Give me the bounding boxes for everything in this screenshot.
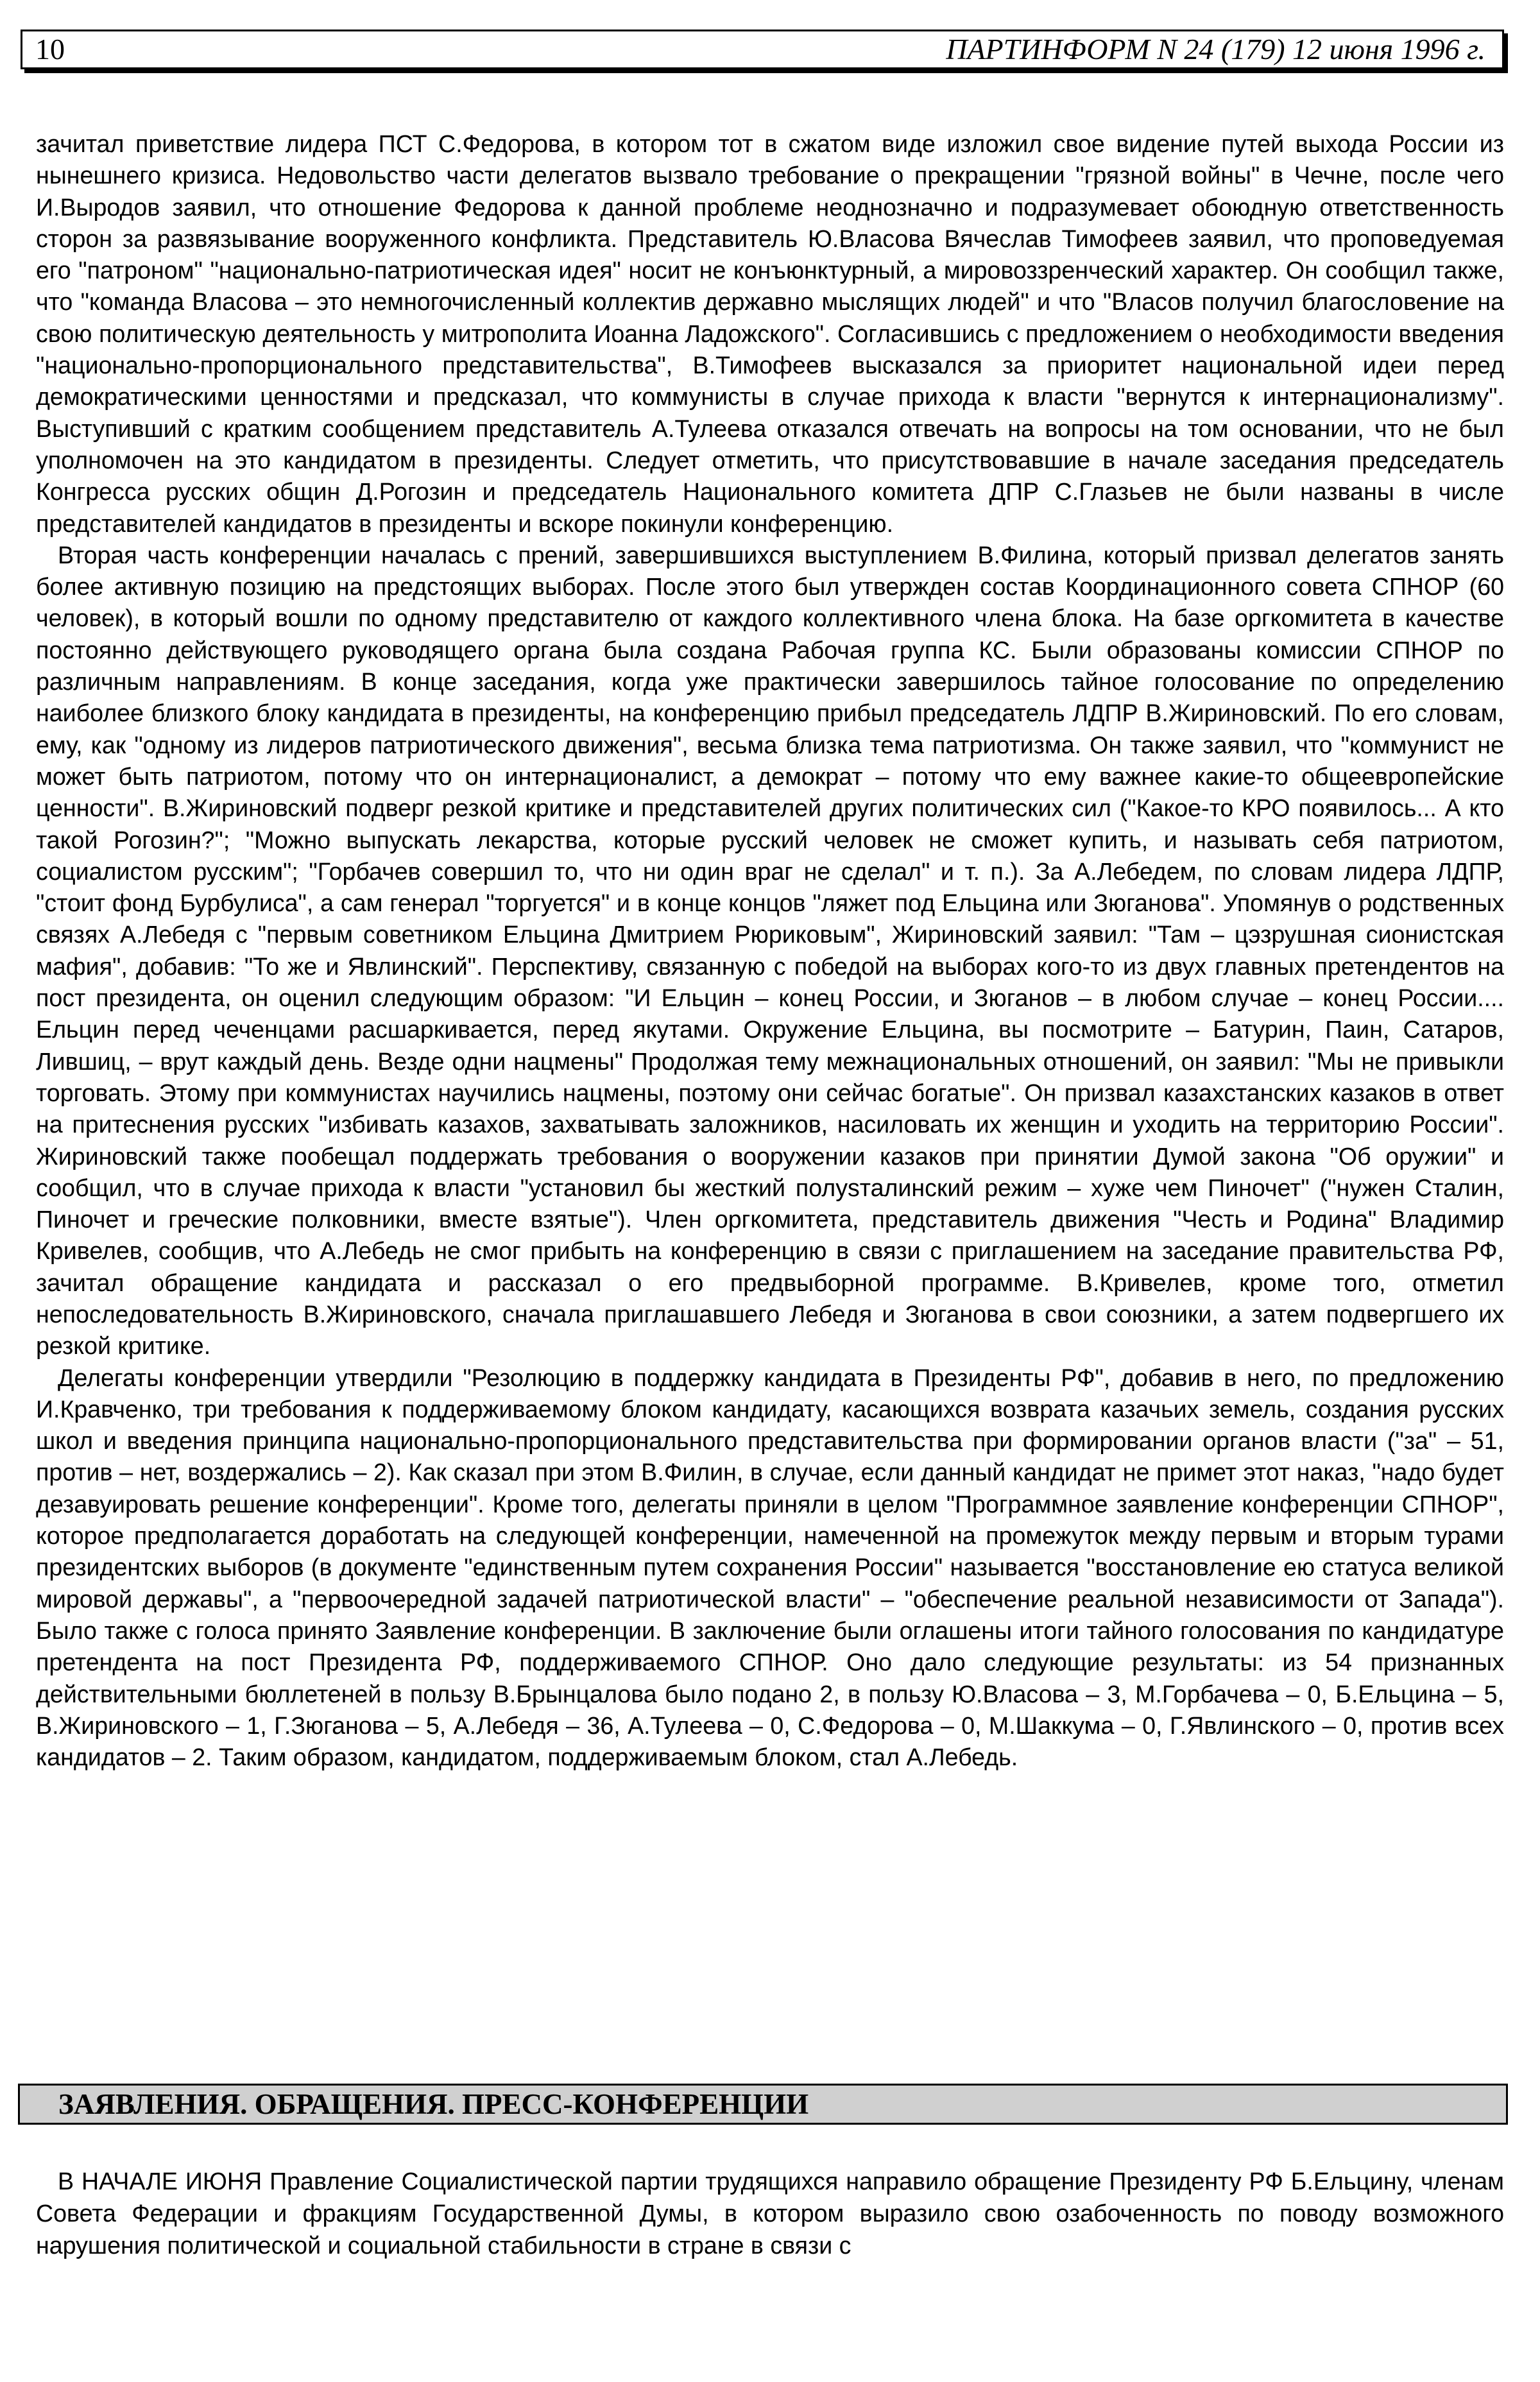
paragraph-3: Делегаты конференции утвердили "Резолюцию в поддержку кандидата в Президенты РФ", добавив в него, по предложению И.Кравченко, три требования к поддерживаемому блоком кандидату, касающихся возврата казачьих земель, создания русских школ и введения принципа национально-пропорционального представительства при формировании органов власти ("за" – 51, против – нет, воздержались – 2). Как сказал при этом В.Филин, в случае, если данный кандидат не примет этот наказ, "надо будет дезавуировать решение конференции". Кроме того, делегаты приняли в целом "Программное заявление конференции СПНОР", которое предполагается доработать на следующей конференции, намеченной на промежуток между первым и вторым турами президентских выборов (в документе "единственным путем сохранения России" называется "восстановление ею статуса великой мировой державы", а "первоочередной задачей патриотической власти" – "обеспечение реальной независимости от Запада"). Было также с голоса принято Заявление конференции. В заключение были оглашены итоги тайного голосования по кандидатуре претендента на пост Президента РФ, поддерживаемого СПНОР. Оно дало следующие результаты: из 54 признанных действительными бюллетеней в пользу В.Брынцалова было подано 2, в пользу Ю.Власова – 3, М.Горбачева – 0, Б.Ельцина – 5, В.Жириновского – 1, Г.Зюганова – 5, А.Лебедя – 36, А.Тулеева – 0, С.Федорова – 0, М.Шаккума – 0, Г.Явлинского – 0, против всех кандидатов – 2. Таким образом, кандидатом, поддерживаемым блоком, стал А.Лебедь. — [36, 1364, 1504, 1771]
section-paragraph: В НАЧАЛЕ ИЮНЯ Правление Социалистической партии трудящихся направило обращение Президенту РФ Б.Ельцину, членам Совета Федерации и фракциям Государственной Думы, в котором выразило свою озабоченность по поводу возможного нарушения политической и социальной стабильности в стране в связи с — [36, 2168, 1504, 2259]
page-number: 10 — [35, 33, 65, 65]
paragraph-2: Вторая часть конференции началась с прений, завершившихся выступлением В.Филина, который призвал делегатов занять более активную позицию на предстоящих выборах. После этого был утвержден состав Координационного совета СПНОР (60 человек), в который вошли по одному представителю от каждого коллективного члена блока. На базе оргкомитета в качестве постоянно действующего руководящего органа была создана Рабочая группа КС. Были образованы комиссии СПНОР по различным направлениям. В конце заседания, когда уже практически завершилось тайное голосование по определению наиболее близкого блоку кандидата в президенты, на конференцию прибыл председатель ЛДПР В.Жириновский. По его словам, ему, как "одному из лидеров патриотического движения", весьма близка тема патриотизма. Он также заявил, что "коммунист не может быть патриотом, потому что он интернационалист, а демократ – потому что ему важнее какие-то общеевропейские ценности". В.Жириновский подверг резкой критике и представителей других политических сил ("Какое-то КРО появилось... А кто такой Рогозин?"; "Можно выпускать лекарства, которые русский человек не сможет купить, и называть себя патриотом, социалистом русским"; "Горбачев совершил то, что ни один враг не сделал" и т. п.). За А.Лебедем, по словам лидера ЛДПР, "стоит фонд Бурбулиса", а сам генерал "торгуется" и в конце концов "ляжет под Ельцина или Зюганова". Упомянув о родственных связях А.Лебедя с "первым советником Ельцина Дмитрием Рюриковым", Жириновский заявил: "Там – цэзрушная сионистская мафия", добавив: "То же и Явлинский". Перспективу, связанную с победой на выборах кого-то из двух главных претендентов на пост президента, он оценил следующим образом: "И Ельцин – конец России, и Зюганов – в любом случае – конец России.... Ельцин перед чеченцами расшаркивается, перед якутами. Окружение Ельцина, вы посмотрите – Батурин, Паин, Сатаров, Лившиц, – врут каждый день. Везде одни нацмены" Продолжая тему межнациональных отношений, он заявил: "Мы не привыкли торговать. Этому при коммунистах научились нацмены, поэтому они сейчас богатые". Он призвал казахстанских казаков в ответ на притеснения русских "избивать казахов, захватывать заложников, насиловать их женщин и уходить на территорию России". Жириновский также пообещал поддержать требования о вооружении казаков при принятии Думой закона "Об оружии" и сообщил, что в случае прихода к власти "установил бы жесткий полуsталинский режим – хуже чем Пиночет" ("нужен Сталин, Пиночет и греческие полковники, вместе взятые"). Член оргкомитета, представитель движения "Честь и Родина" Владимир Кривелев, сообщив, что А.Лебедь не смог прибыть на конференцию в связи с приглашением на заседание правительства РФ, зачитал обращение кандидата и рассказал о его предвыборной программе. В.Кривелев, кроме того, отметил непоследовательность В.Жириновского, сначала приглашавшего Лебедя и Зюганова в свои союзники, а затем подвергшего их резкой критике. — [36, 541, 1504, 1360]
paragraph-1: зачитал приветствие лидера ПСТ С.Федорова, в котором тот в сжатом виде изложил свое видение путей выхода России из нынешнего кризиса. Недовольство части делегатов вызвало требование о прекращении "грязной войны" в Чечне, после чего И.Выродов заявил, что отношение Федорова к данной проблеме неоднозначно и подразумевает обоюдную ответственность сторон за развязывание вооруженного конфликта. Представитель Ю.Власова Вячеслав Тимофеев заявил, что проповедуемая его "патроном" "национально-патриотическая идея" носит не конъюнктурный, а мировоззренческий характер. Он сообщил также, что "команда Власова – это немногочисленный коллектив державно мыслящих людей" и что "Власов получил благословение на свою политическую деятельность у митрополита Иоанна Ладожского". Согласившись с предложением о необходимости введения "национально-пропорционального представительства", В.Тимофеев высказался за приоритет национальной идеи перед демократическими ценностями и предсказал, что коммунисты в случае прихода к власти "вернутся к интернационализму". Выступивший с кратким сообщением представитель А.Тулеева отказался отвечать на вопросы на том основании, что не был уполномочен на это кандидатом в президенты. Следует отметить, что присутствовавшие в начале заседания председатель Конгресса русских общин Д.Рогозин и председатель Национального комитета ДПР С.Глазьев не были названы в числе представителей кандидатов в президенты и вскоре покинули конференцию. — [36, 130, 1504, 537]
section-heading: ЗАЯВЛЕНИЯ. ОБРАЩЕНИЯ. ПРЕСС-КОНФЕРЕНЦИИ — [18, 2084, 1508, 2125]
page-header — [21, 30, 1504, 69]
article-body — [36, 128, 1504, 1773]
section-body — [36, 2165, 1504, 2261]
publication-title: ПАРТИНФОРМ N 24 (179) 12 июня 1996 г. — [946, 33, 1485, 65]
